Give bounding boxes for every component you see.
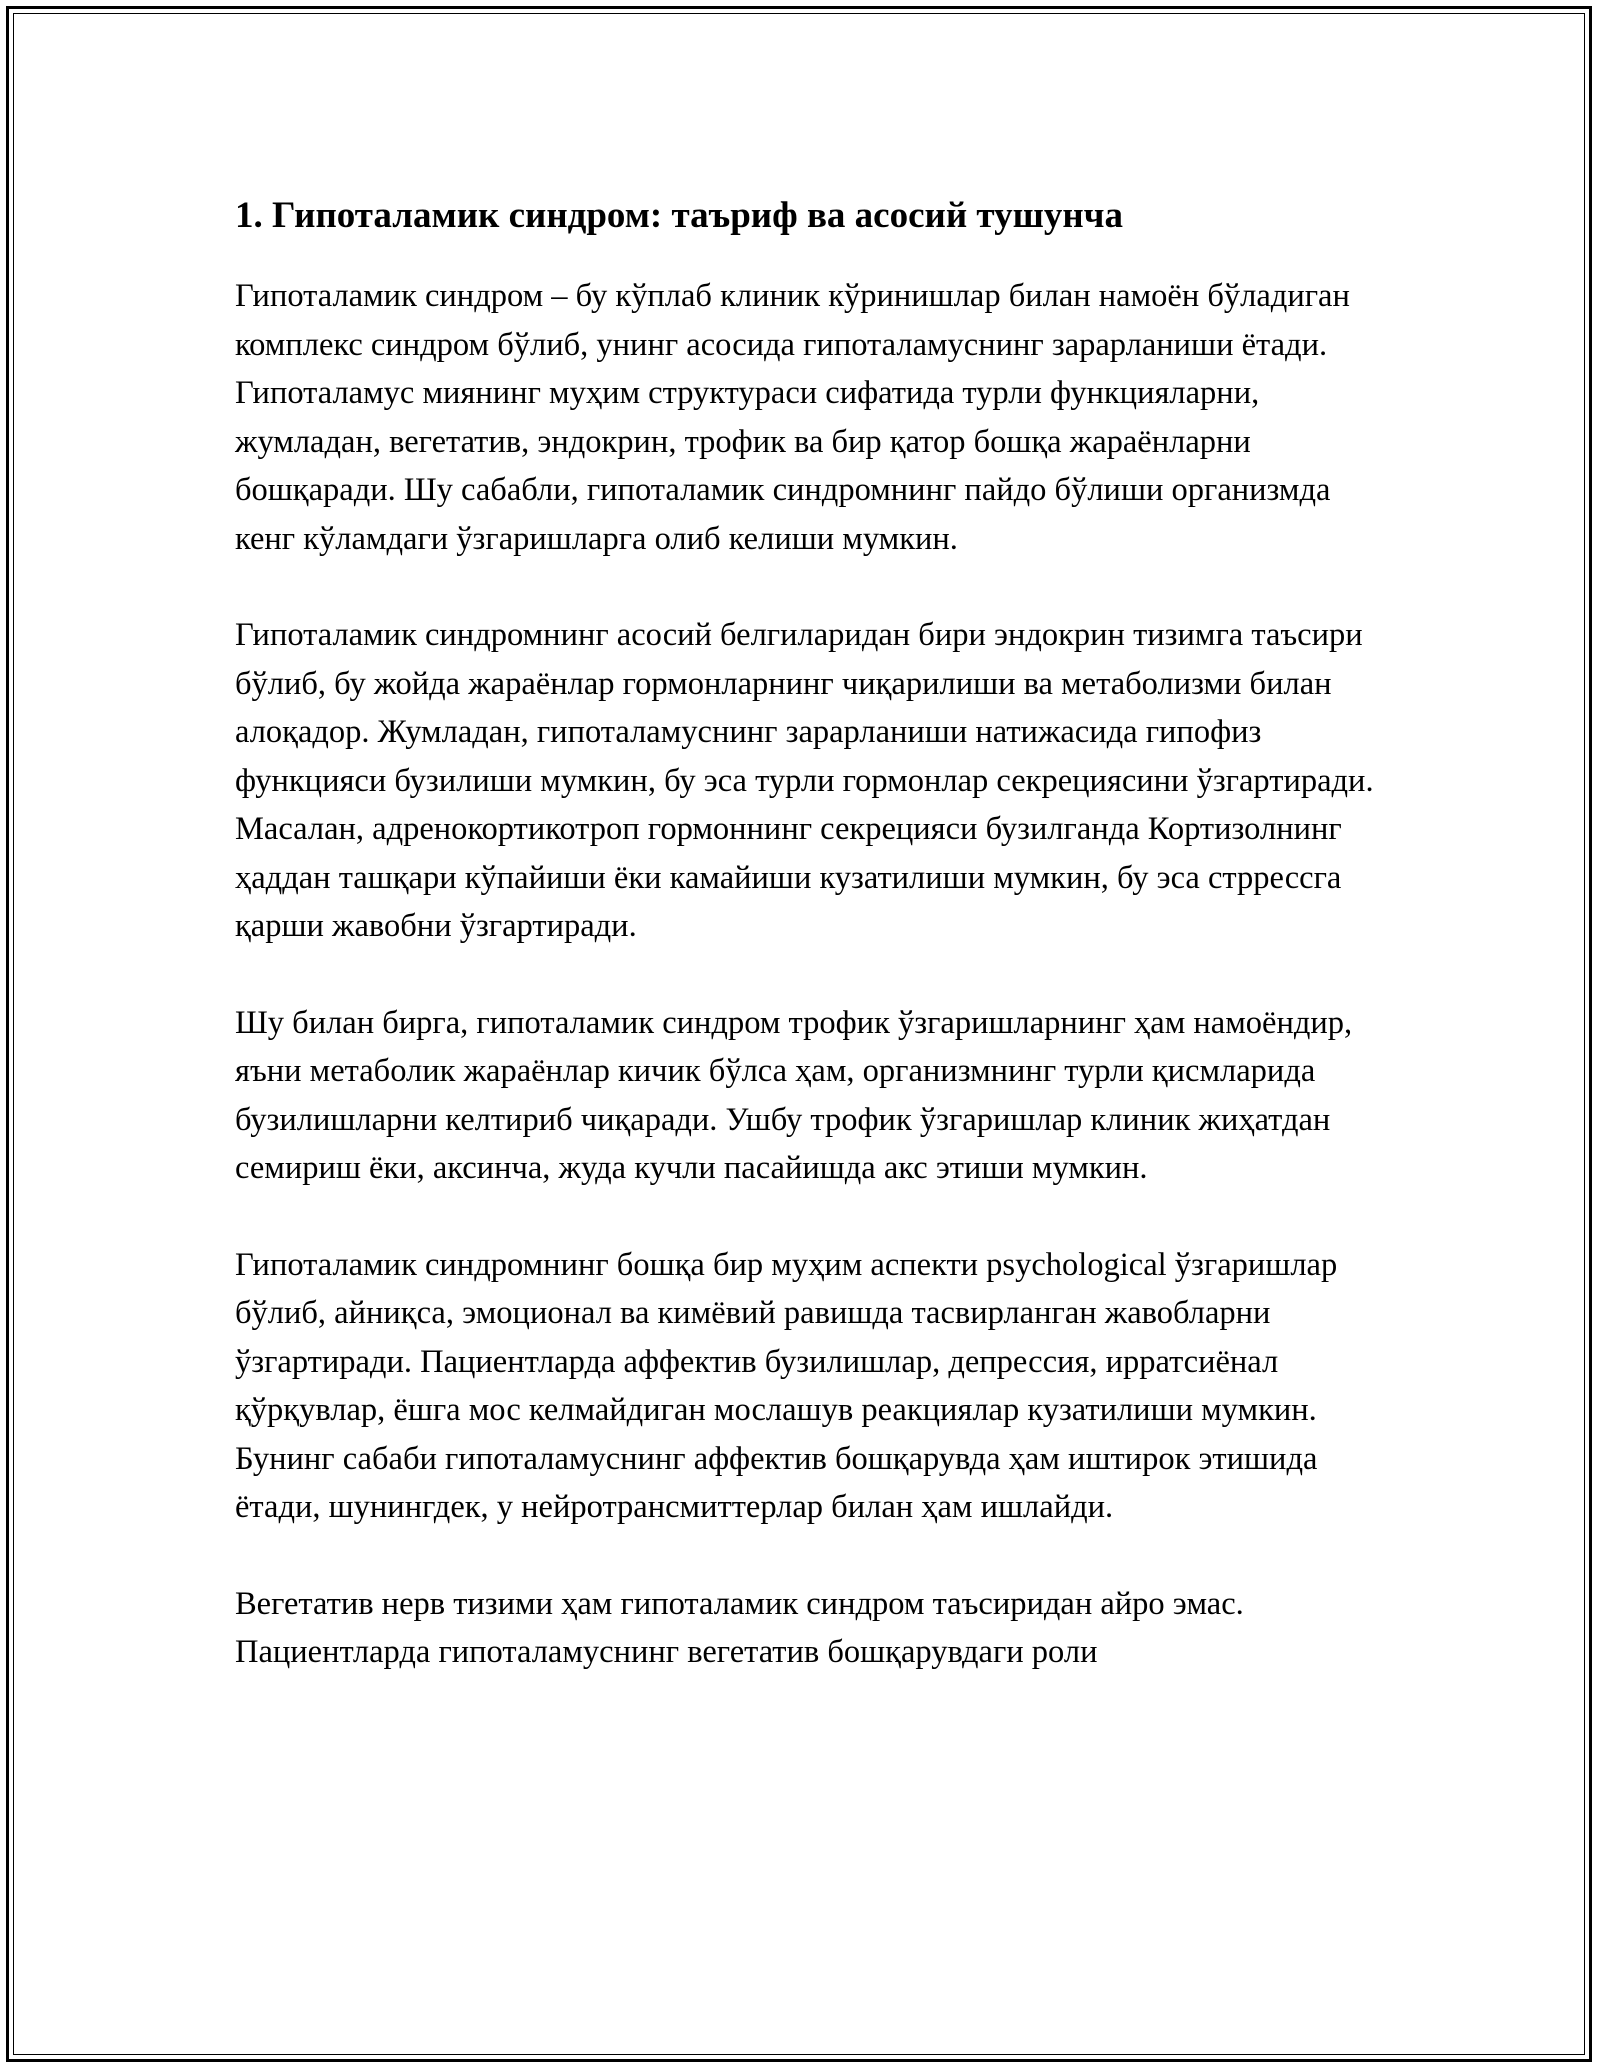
paragraph-2: Гипоталамик синдромнинг асосий белгиларидан бири эндокрин тизимга таъсири бўлиб, бу жойда жараёнлар гормонларнинг чиқарилиши ва метаболизми билан алоқадор. Жумладан, гипоталамуснинг зарарланиши натижасида гипофиз функцияси бузилиши мумкин, бу эса турли гормонлар секрециясини ўзгартиради. Масалан, адренокортикотроп гормоннинг секрецияси бузилганда Кортизолнинг ҳаддан ташқари кўпайиши ёки камайиши кузатилиши мумкин, бу эса стррессга қарши жавобни ўзгартиради. bbox=[235, 617, 1374, 944]
paragraph-5: Вегетатив нерв тизими ҳам гипоталамик синдром таъсиридан айро эмас. Пациентларда гипоталамуснинг вегетатив бошқарувдаги роли bbox=[235, 1585, 1244, 1670]
paragraph-4: Гипоталамик синдромнинг бошқа бир муҳим аспекти psychological ўзгаришлар бўлиб, айниқса, эмоционал ва кимёвий равишда тасвирланган жавобларни ўзгартиради. Пациентларда аффектив бузилишлар, депрессия, ирратсиёнал қўрқувлар, ёшга мос келмайдиган мослашув реакциялар кузатилиши мумкин. Бунинг сабаби гипоталамуснинг аффектив бошқарувда ҳам иштирок этишида ётади, шунингдек, у нейротрансмиттерлар билан ҳам ишлайди. bbox=[235, 1246, 1338, 1525]
section-heading: 1. Гипоталамик синдром: таъриф ва асосий тушунча bbox=[235, 195, 1124, 236]
document-body bbox=[235, 190, 1375, 1677]
paragraph-1: Гипоталамик синдром – бу кўплаб клиник кўринишлар билан намоён бўладиган комплекс синдром бўлиб, унинг асосида гипоталамуснинг зарарланиши ётади. Гипоталамус миянинг муҳим структураси сифатида турли функцияларни, жумладан, вегетатив, эндокрин, трофик ва бир қатор бошқа жараёнларни бошқаради. Шу сабабли, гипоталамик синдромнинг пайдо бўлиши организмда кенг кўламдаги ўзгаришларга олиб келиши мумкин. bbox=[235, 278, 1350, 557]
paragraph-3: Шу билан бирга, гипоталамик синдром трофик ўзгаришларнинг ҳам намоёндир, яъни метаболик жараёнлар кичик бўлса ҳам, организмнинг турли қисмларида бузилишларни келтириб чиқаради. Ушбу трофик ўзгаришлар клиник жиҳатдан семириш ёки, аксинча, жуда кучли пасайишда акс этиши мумкин. bbox=[235, 1004, 1353, 1186]
